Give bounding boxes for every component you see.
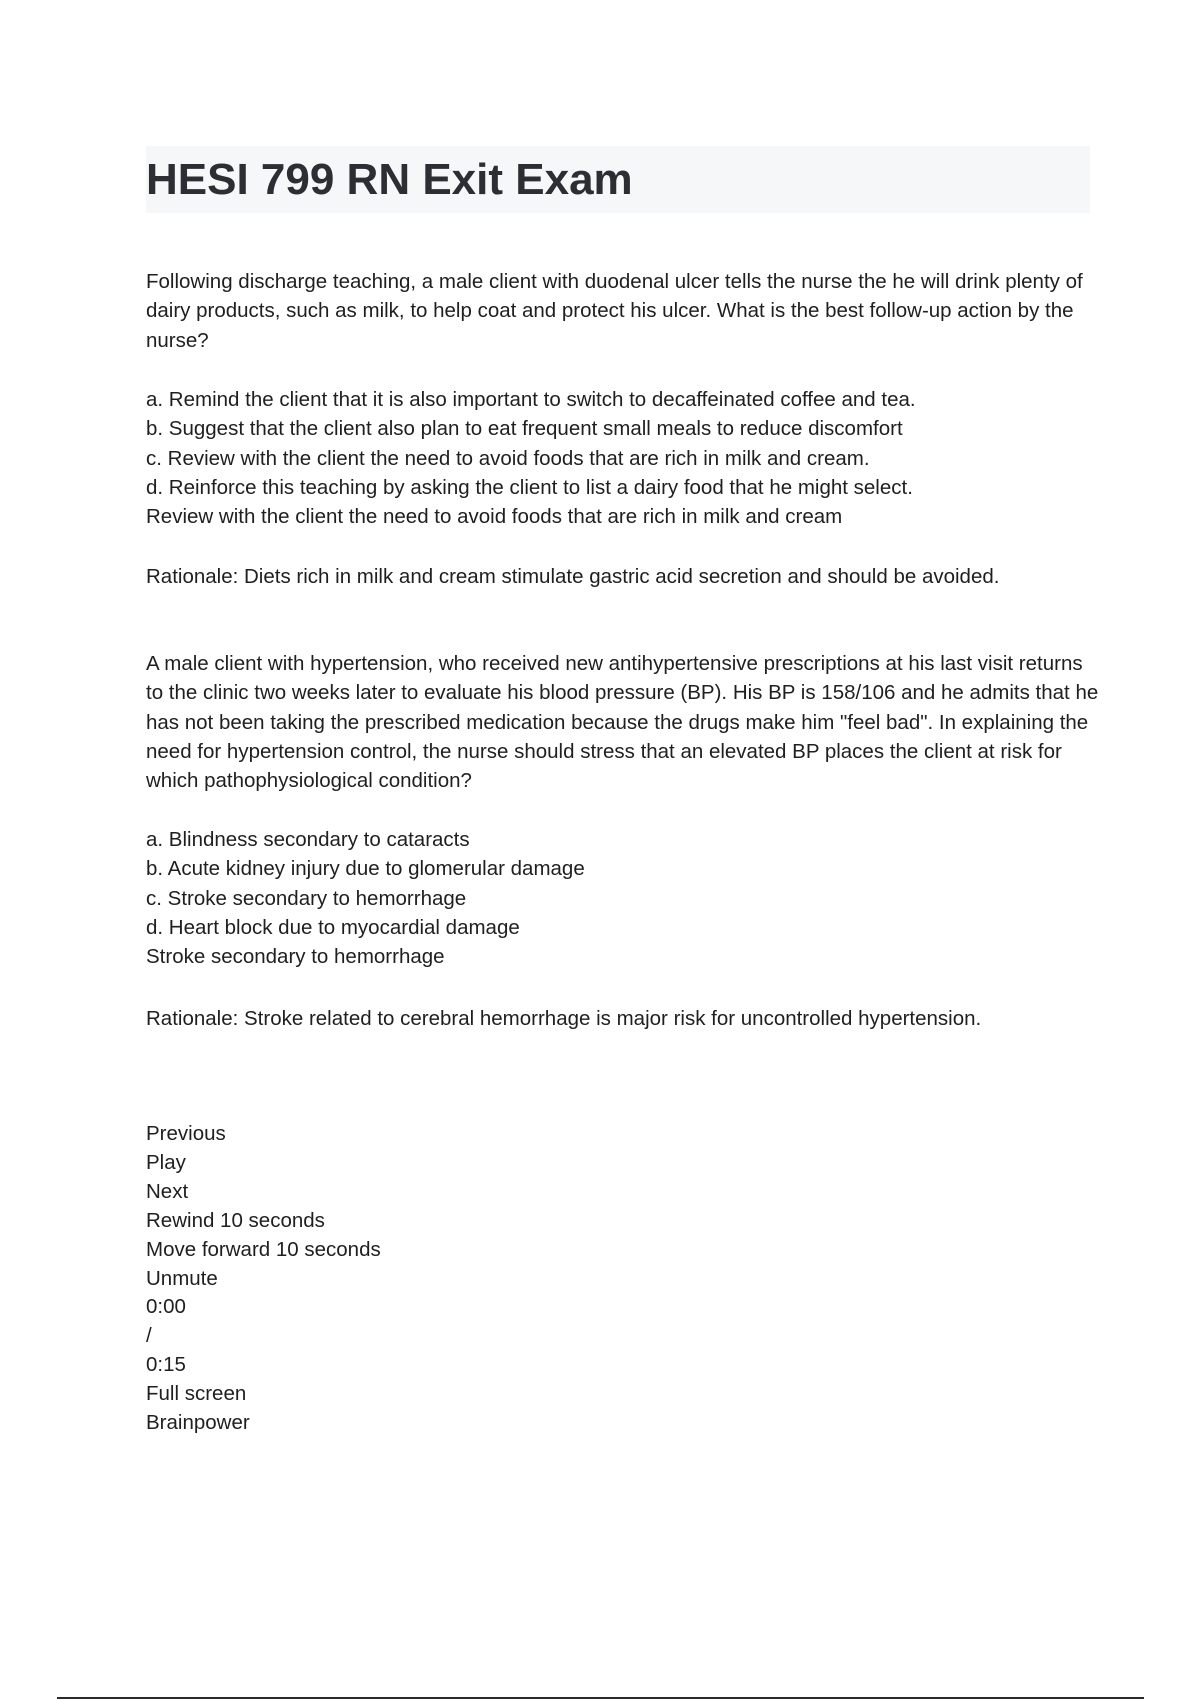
brand-link[interactable]: Brainpower [146,1411,250,1435]
forward-button[interactable]: Move forward 10 seconds [146,1237,381,1261]
duration: 0:15 [146,1353,186,1377]
play-button[interactable]: Play [146,1150,186,1174]
previous-button[interactable]: Previous [146,1122,226,1145]
media-player-text [146,1120,381,1438]
current-time: 0:00 [146,1295,186,1319]
rewind-button[interactable]: Rewind 10 seconds [146,1208,325,1232]
question-1-option-a: a. Remind the client that it is also important to switch to decaffeinated coffee and tea. [146,388,916,411]
question-2-text: A male client with hypertension, who received new antihypertensive prescriptions at his last visit returns to the clinic two weeks later to evaluate his blood pressure (BP). His BP is 158/106 and he admits that he has not been taking the prescribed medication because the drugs make him "feel bad". In explaining the need for hypertension control, the nurse should stress that an elevated BP places the client at risk for which pathophysiological condition? [146,652,1099,793]
fullscreen-button[interactable]: Full screen [146,1382,247,1406]
question-1-options [146,385,1106,531]
question-2-rationale: Rationale: Stroke related to cerebral hemorrhage is major risk for uncontrolled hypertension. [146,1007,982,1030]
next-button[interactable]: Next [146,1179,189,1203]
page-title: HESI 799 RN Exit Exam [146,155,633,204]
question-2-options [146,825,1106,971]
question-1-answer: Review with the client the need to avoid foods that are rich in milk and cream [146,505,843,529]
question-2-option-c: c. Stroke secondary to hemorrhage [146,886,467,910]
question-1-rationale: Rationale: Diets rich in milk and cream stimulate gastric acid secretion and should be avoided. [146,565,1000,588]
question-1-text: Following discharge teaching, a male client with duodenal ulcer tells the nurse the he will drink plenty of dairy products, such as milk, to help coat and protect his ulcer. What is the best follow-up action by the nurse? [146,270,1083,352]
question-1-option-c: c. Review with the client the need to avoid foods that are rich in milk and cream. [146,446,870,470]
question-2-option-d: d. Heart block due to myocardial damage [146,915,520,939]
time-separator: / [146,1324,152,1348]
bottom-divider [57,1697,1144,1699]
question-2-answer: Stroke secondary to hemorrhage [146,945,445,969]
question-1-option-b: b. Suggest that the client also plan to eat frequent small meals to reduce discomfort [146,417,903,441]
question-2-option-a: a. Blindness secondary to cataracts [146,828,470,851]
title-banner [146,146,1090,213]
unmute-button[interactable]: Unmute [146,1266,218,1290]
question-2-option-b: b. Acute kidney injury due to glomerular damage [146,857,585,881]
question-1-option-d: d. Reinforce this teaching by asking the client to list a dairy food that he might select. [146,475,913,499]
